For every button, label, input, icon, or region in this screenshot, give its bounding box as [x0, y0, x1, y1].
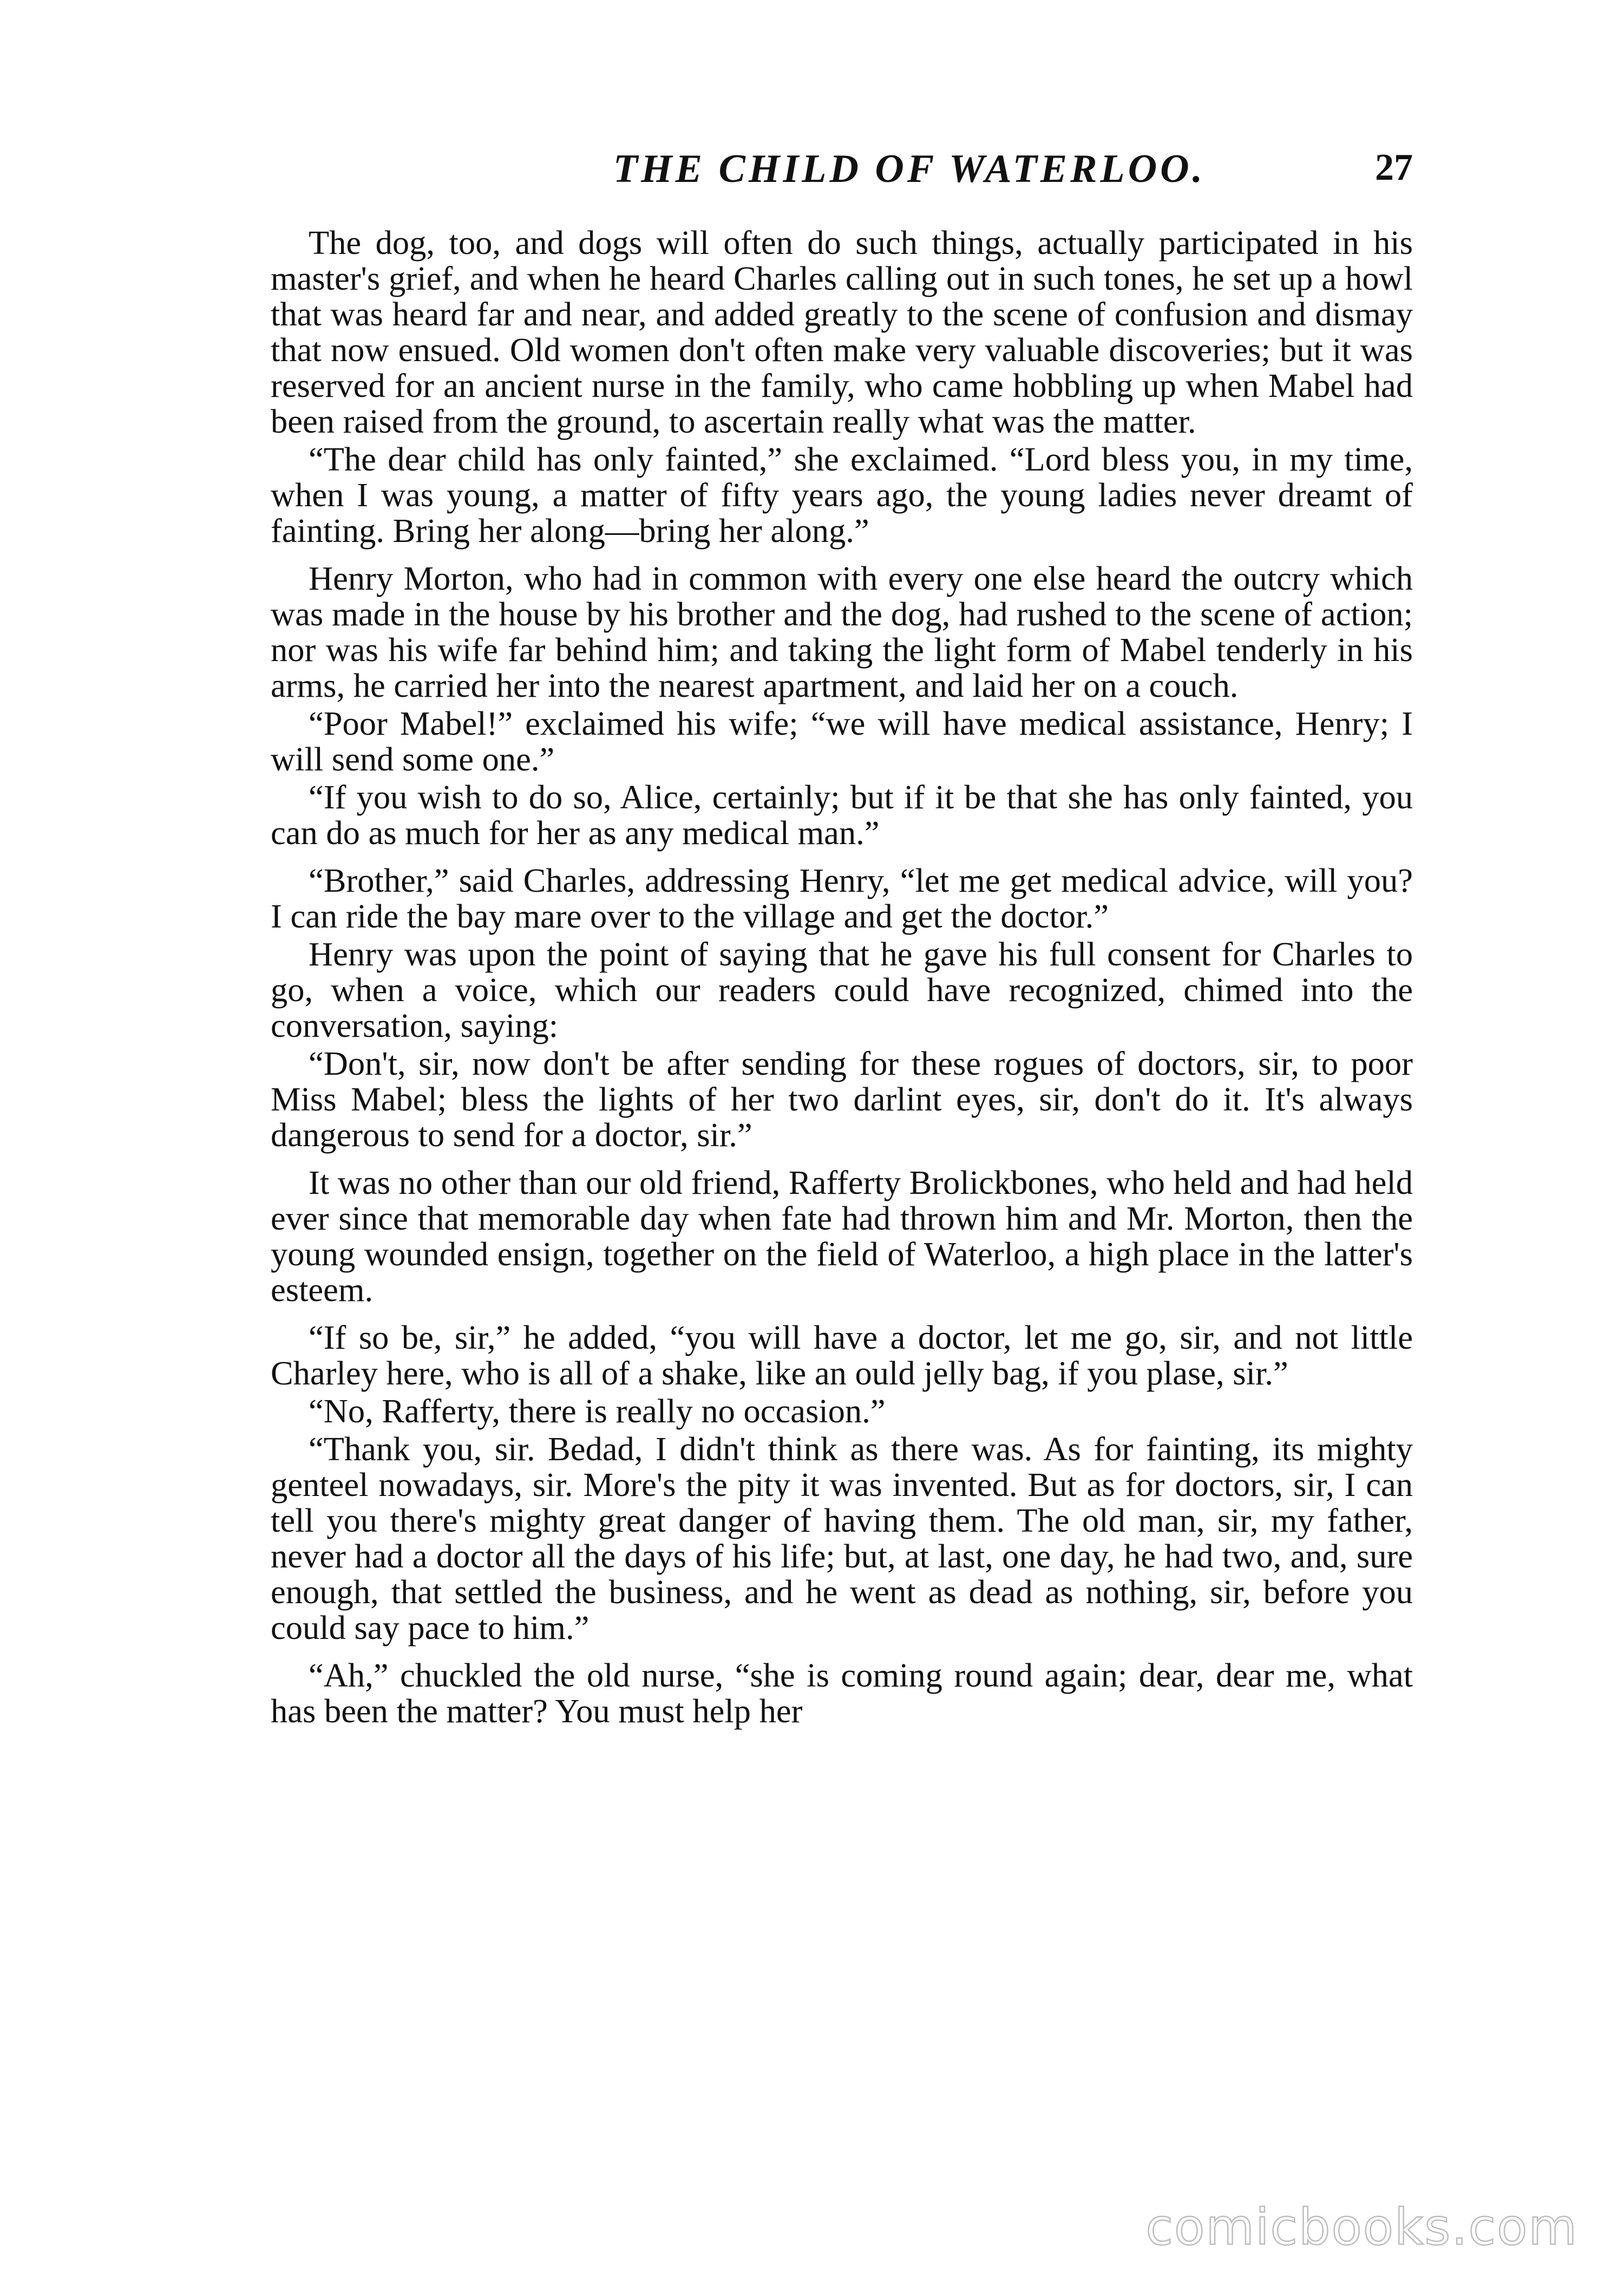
paragraph: “If you wish to do so, Alice, certainly; but if it be that she has only fainted, you can do as much for her as any medical man.”: [271, 778, 1413, 852]
paragraph: “If so be, sir,” he added, “you will have a doctor, let me go, sir, and not little Charley here, who is all of a shake, like an ould jelly bag, if you plase, sir.”: [271, 1318, 1413, 1392]
paragraph: “Ah,” chuckled the old nurse, “she is coming round again; dear, dear me, what has been the matter? You must help her: [271, 1656, 1413, 1730]
paragraph: Henry Morton, who had in common with every one else heard the outcry which was made in the house by his brother and the dog, had rushed to the scene of action; nor was his wife far behind him; and taking the light form of Mabel tenderly in his arms, he carried her into the nearest apartment, and laid her on a couch.: [271, 559, 1413, 704]
paragraph: “Thank you, sir. Bedad, I didn't think as there was. As for fainting, its mighty genteel nowadays, sir. More's the pity it was invented. But as for doctors, sir, I can tell you there's mighty great danger of having them. The old man, sir, my father, never had a doctor all the days of his life; but, at last, one day, he had two, and, sure enough, that settled the business, and he went as dead as nothing, sir, before you could say pace to him.”: [271, 1430, 1413, 1646]
running-title: THE CHILD OF WATERLOO.: [613, 147, 1206, 191]
paragraph: “Don't, sir, now don't be after sending for these rogues of doctors, sir, to poor Miss Mabel; bless the lights of her two darlint eyes, sir, don't do it. It's always dangerous to send for a doctor, sir.”: [271, 1044, 1413, 1154]
paragraph: Henry was upon the point of saying that he gave his full consent for Charles to go, when a voice, which our readers could have recognized, chimed into the conversation, saying:: [271, 935, 1413, 1044]
body-text: [271, 225, 1413, 1731]
paragraph: “Brother,” said Charles, addressing Henry, “let me get medical advice, will you? I can ride the bay mare over to the village and get the doctor.”: [271, 861, 1413, 935]
paragraph: “Poor Mabel!” exclaimed his wife; “we will have medical assistance, Henry; I will send some one.”: [271, 704, 1413, 778]
paragraph: “The dear child has only fainted,” she exclaimed. “Lord bless you, in my time, when I was young, a matter of fifty years ago, the young ladies never dreamt of fainting. Bring her along—bring her along.”: [271, 440, 1413, 550]
site-watermark: comicbooks.com: [1145, 2198, 1578, 2256]
page-number: 27: [1375, 147, 1413, 188]
paragraph: The dog, too, and dogs will often do such things, actually participated in his master's grief, and when he heard Charles calling out in such tones, he set up a howl that was heard far and near, and added greatly to the scene of confusion and dismay that now ensued. Old women don't often make very valuable discoveries; but it was reserved for an ancient nurse in the family, who came hobbling up when Mabel had been raised from the ground, to ascertain really what was the matter.: [271, 224, 1413, 440]
paragraph: It was no other than our old friend, Rafferty Brolickbones, who held and had held ever since that memorable day when fate had thrown him and Mr. Morton, then the young wounded ensign, together on the field of Waterloo, a high place in the latter's esteem.: [271, 1164, 1413, 1309]
paragraph: “No, Rafferty, there is really no occasion.”: [309, 1392, 886, 1430]
page-header: [271, 146, 1413, 206]
